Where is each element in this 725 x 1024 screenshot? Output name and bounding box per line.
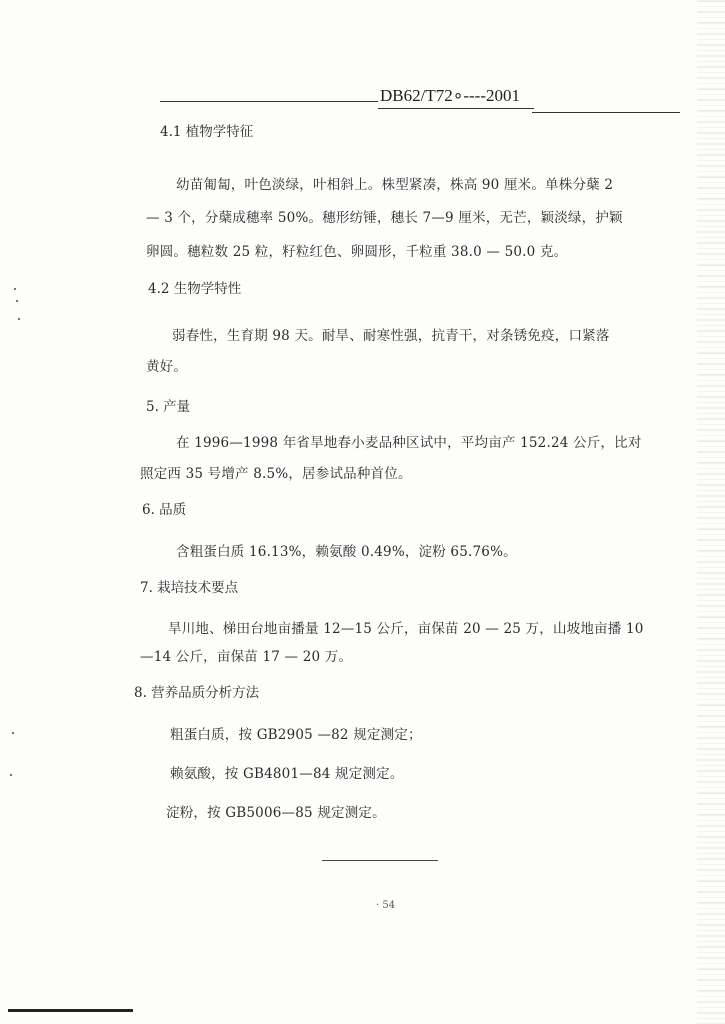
scan-speck	[12, 732, 14, 734]
section-5-line-2: 照定西 35 号增产 8.5%，居参试品种首位。	[140, 466, 412, 482]
section-7-line-2: —14 公斤，亩保苗 17 — 20 万。	[140, 649, 353, 665]
section-4-1-line-1: 幼苗匍匐，叶色淡绿，叶相斜上。株型紧凑，株高 90 厘米。单株分蘖 2	[176, 177, 614, 193]
section-4-2-line-1: 弱春性，生育期 98 天。耐旱、耐寒性强，抗青干，对条锈免疫，口紧落	[172, 328, 610, 344]
section-8-line-3: 淀粉，按 GB5006—85 规定测定。	[166, 805, 386, 821]
page-number: · 54	[376, 900, 396, 911]
standard-code: DB62/T72∘----2001	[380, 86, 521, 105]
section-8-line-1: 粗蛋白质，按 GB2905 —82 规定测定；	[170, 727, 422, 743]
footer-rule	[322, 860, 438, 861]
section-8-line-2: 赖氨酸，按 GB4801—84 规定测定。	[170, 766, 404, 782]
scan-speck	[16, 300, 18, 302]
scan-bottom-bar	[8, 1009, 133, 1012]
header-rule-under-code	[378, 108, 534, 109]
scan-speck	[18, 318, 20, 320]
scan-edge-noise	[697, 0, 725, 1024]
section-7-title: 7. 栽培技术要点	[140, 580, 239, 596]
section-4-2-line-2: 黄好。	[146, 359, 188, 375]
header-rule-left	[160, 101, 378, 102]
section-6-title: 6. 品质	[142, 502, 187, 518]
section-8-title: 8. 营养品质分析方法	[134, 685, 260, 701]
section-5-line-1: 在 1996—1998 年省旱地春小麦品种区试中，平均亩产 152.24 公斤，比对	[176, 435, 642, 451]
scan-speck	[14, 288, 16, 290]
section-5-title: 5. 产量	[146, 399, 191, 415]
section-7-line-1: 旱川地、梯田台地亩播量 12—15 公斤，亩保苗 20 — 25 万，山坡地亩播 10	[168, 621, 644, 637]
section-4-1-line-3: 卵圆。穗粒数 25 粒，籽粒红色、卵圆形，千粒重 38.0 — 50.0 克。	[146, 244, 568, 260]
section-6-line-1: 含粗蛋白质 16.13%，赖氨酸 0.49%，淀粉 65.76%。	[176, 544, 517, 560]
scan-speck	[10, 774, 12, 776]
header-rule-right	[532, 112, 680, 113]
section-4-1-line-2: — 3 个，分蘖成穗率 50%。穗形纺锤，穗长 7—9 厘米，无芒，颖淡绿，护颖	[146, 210, 623, 226]
section-4-2-title: 4.2 生物学特性	[148, 281, 242, 297]
section-4-1-title: 4.1 植物学特征	[160, 124, 254, 140]
